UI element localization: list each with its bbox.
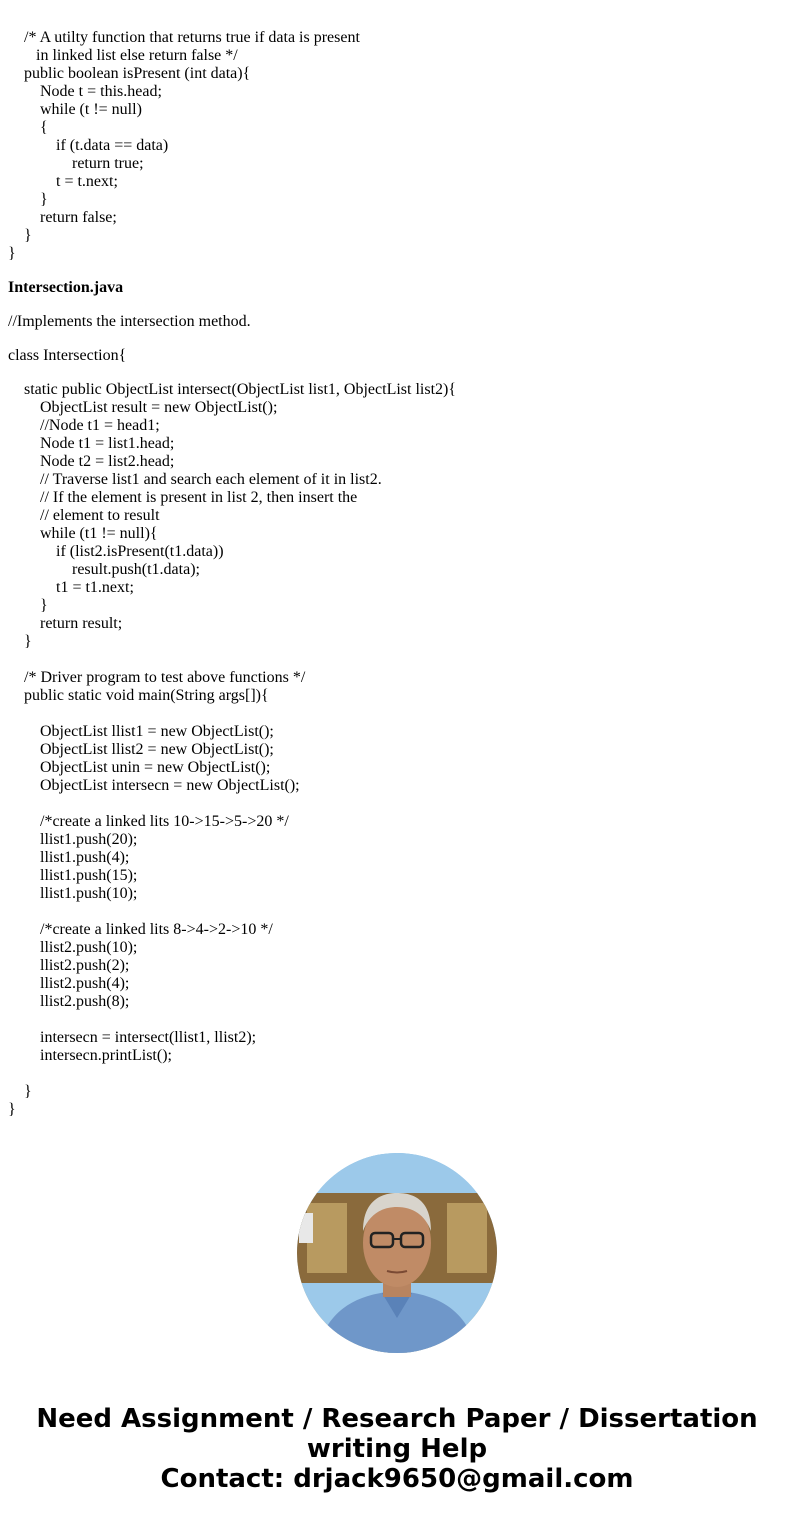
promo-line-1: Need Assignment / Research Paper / Dissertation bbox=[36, 1404, 758, 1434]
class-declaration: class Intersection{ bbox=[8, 347, 127, 364]
code-snippet-ispresent: /* A utilty function that returns true if data is present in linked list else return false */ public boolean isPresent (int data){ Node t = this.head; while (t != null) { if (t.data == data) return true; t = t.next; } return false; } } bbox=[8, 29, 360, 262]
code-snippet-intersection: static public ObjectList intersect(ObjectList list1, ObjectList list2){ ObjectList result = new ObjectList(); //Node t1 = head1; Node t1 = list1.head; Node t2 = list2.head; // Traverse list1 and search each element of it in list2. // If the element is present in list 2, then insert the // element to result while (t1 != null){ if (list2.isPresent(t1.data)) result.push(t1.data); t1 = t1.next; } return result; } /* Driver program to test above functions */ public static void main(String args[]){ ObjectList llist1 = new ObjectList(); ObjectList llist2 = new ObjectList(); ObjectList unin = new ObjectList(); ObjectList intersecn = new ObjectList(); /*create a linked lits 10->15->5->20 */ llist1.push(20); llist1.push(4); llist1.push(15); llist1.push(10); /*create a linked lits 8->4->2->10 */ llist2.push(10); llist2.push(2); llist2.push(4); llist2.push(8); intersecn = intersect(llist1, llist2); intersecn.printList(); } } bbox=[8, 381, 457, 1118]
file-description: //Implements the intersection method. bbox=[8, 313, 251, 330]
promo-line-2: writing Help bbox=[306, 1434, 488, 1464]
author-avatar bbox=[297, 1153, 497, 1353]
person-photo-icon bbox=[297, 1153, 497, 1353]
file-heading: Intersection.java bbox=[8, 279, 124, 296]
promo-banner bbox=[0, 1404, 794, 1494]
promo-contact: Contact: drjack9650@gmail.com bbox=[160, 1464, 634, 1494]
